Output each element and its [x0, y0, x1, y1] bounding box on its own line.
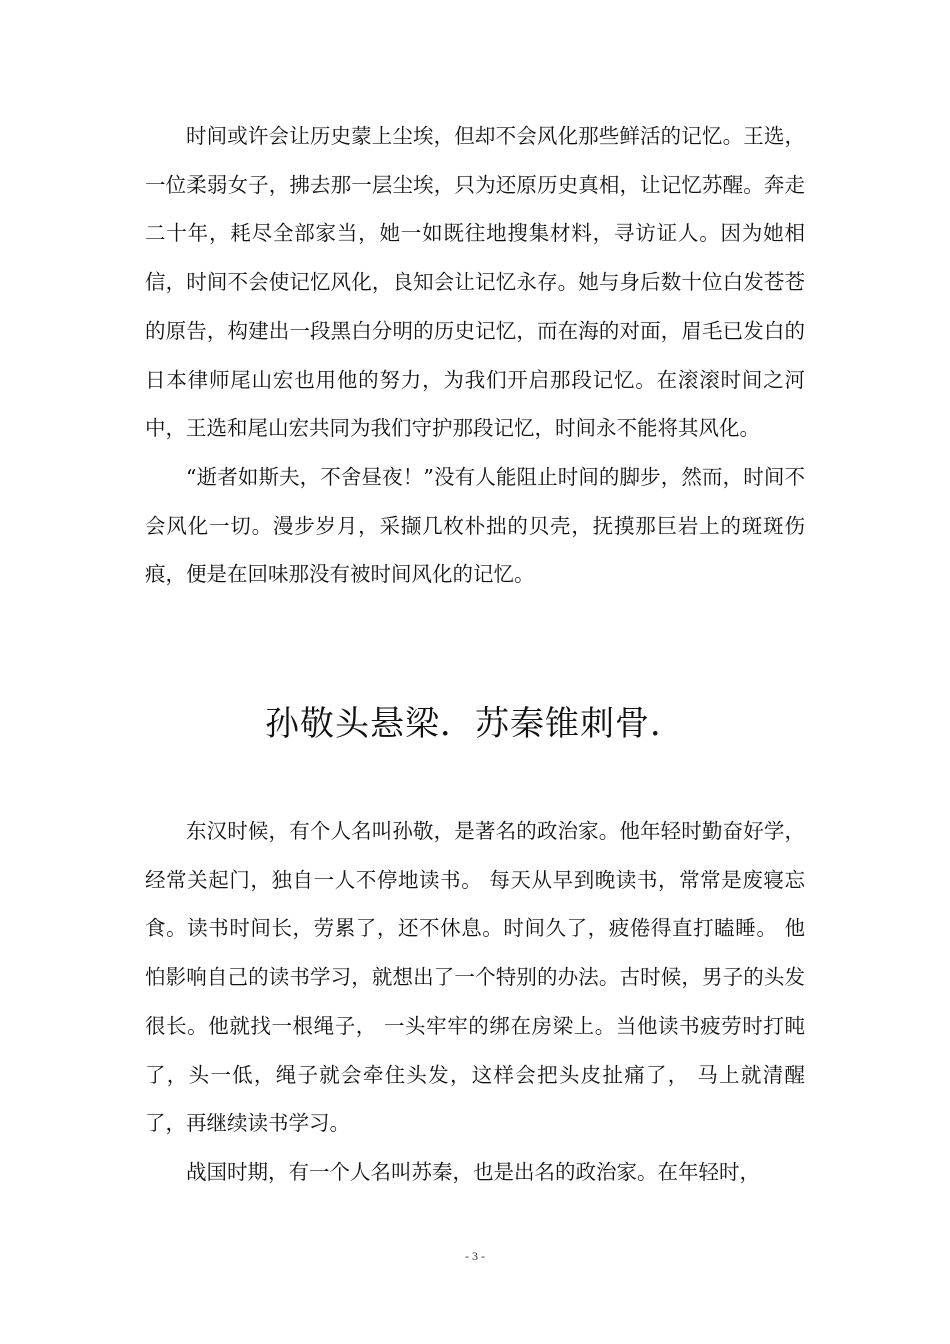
page-number: - 3 - — [465, 1249, 485, 1263]
paragraph: 时间或许会让历史蒙上尘埃，但却不会风化那些鲜活的记忆。王选，一位柔弱女子，拂去那一层尘埃，只为还原历史真相，让记忆苏醒。奔走二十年，耗尽全部家当，她一如既往地搜集材料，寻访证人。因为她相信，时间不会使记忆风化，良知会让记忆永存。她与身后数十位白发苍苍的原告，构建出一段黑白分明的历史记忆，而在海的对面，眉毛已发白的日本律师尾山宏也用他的努力，为我们开启那段记忆。在滚滚时间之河中，王选和尾山宏共同为我们守护那段记忆，时间永不能将其风化。 — [145, 124, 805, 441]
section-1-text — [145, 112, 805, 599]
paragraph: 战国时期，有一个人名叫苏秦，也是出名的政治家。在年轻时， — [186, 1159, 760, 1184]
section-heading: 孙敬头悬梁．苏秦锥刺骨． — [265, 704, 685, 744]
paragraph: 东汉时候，有个人名叫孙敬，是著名的政治家。他年轻时勤奋好学，经常关起门，独自一人不停地读书。 每天从早到晚读书，常常是废寝忘食。读书时间长，劳累了，还不休息。时间久了，疲倦得直打瞌睡。 他怕影响自己的读书学习，就想出了一个特别的办法。古时候，男子的头发很长。他就找一根绳子， 一头牢牢的绑在房梁上。当他读书疲劳时打盹了，头一低，绳子就会牵住头发，这样会把头皮扯痛了， 马上就清醒了，再继续读书学习。 — [145, 819, 805, 1136]
paragraph: “逝者如斯夫，不舍昼夜！”没有人能阻止时间的脚步，然而，时间不会风化一切。漫步岁月，采撷几枚朴拙的贝壳，抚摸那巨岩上的斑斑伤痕，便是在回味那没有被时间风化的记忆。 — [145, 464, 805, 587]
section-2-text — [145, 807, 805, 1197]
